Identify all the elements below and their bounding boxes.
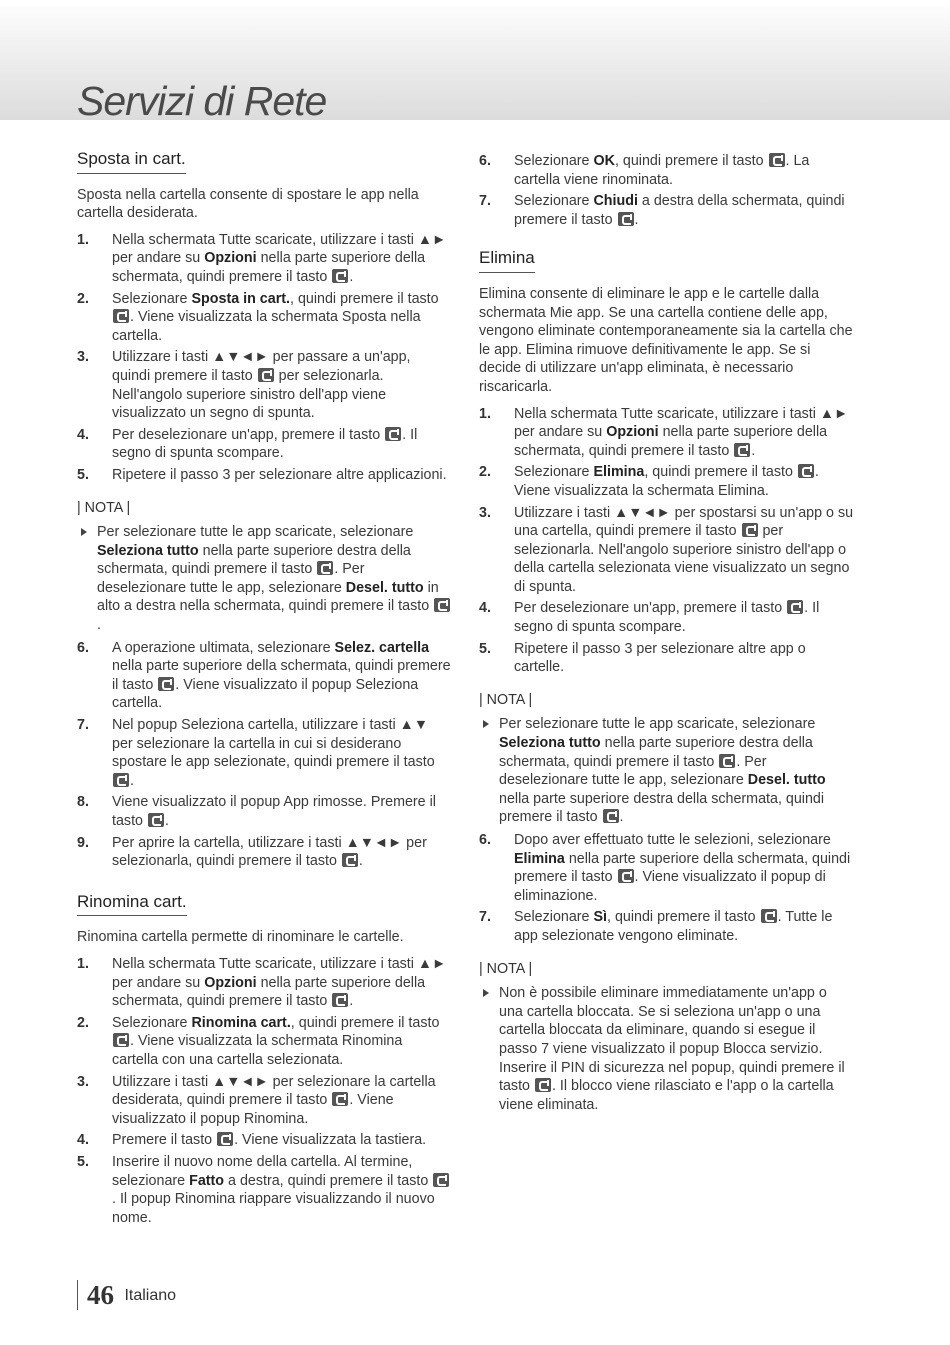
right-column [479,152,854,1128]
section-title-elimina: Elimina [479,249,535,273]
section-intro: Sposta nella cartella consente di spostare le app nella cartella desiderata. [77,186,419,222]
enter-key-icon [258,368,274,382]
enter-key-icon [433,1173,449,1187]
section-rinomina [77,893,452,1228]
steps-list [77,231,452,485]
language-label: Italiano [124,1286,177,1304]
list-item: 7. Nel popup Seleziona cartella, utilizzare i tasti ▲▼ per selezionare la cartella in cui si desiderano spostare le app selezionate, quindi premere il tasto . [77,717,435,789]
list-item: 8. Viene visualizzato il popup App rimosse. Premere il tasto . [77,794,436,829]
list-item: 1. Nella schermata Tutte scaricate, utilizzare i tasti ▲► per andare su Opzioni nella parte superiore della schermata, quindi premere il tasto . [77,231,447,285]
list-item: 9. Per aprire la cartella, utilizzare i tasti ▲▼◄► per selezionarla, quindi premere il tasto . [77,834,427,870]
triangle-bullet-icon [483,720,489,728]
enter-key-icon [787,600,803,614]
list-item: 6. A operazione ultimata, selezionare Selez. cartella nella parte superiore della schermata, quindi premere il tasto . Viene visualizzato il popup Seleziona cartella. [77,639,451,712]
section-intro: Elimina consente di eliminare le app e le cartelle dalla schermata Mie app. Se una cartella contiene delle app, vengono eliminate contemporaneamente sia la cartella che le app. Elimina rimuove definitivamente le app. Se si decide di utilizzare un'app eliminata, è necessario riscaricarla. [479,285,853,395]
list-item: 6. Selezionare OK, quindi premere il tasto . La cartella viene rinominata. [479,153,810,188]
enter-key-icon [148,813,164,827]
nota-label: | NOTA | [77,499,131,516]
enter-key-icon [113,773,129,787]
page-title: Servizi di Rete [77,78,327,124]
enter-key-icon [719,754,735,768]
enter-key-icon [769,153,785,167]
note-item: Per selezionare tutte le app scaricate, selezionare Seleziona tutto nella parte superiore destra della schermata, quindi premere il tasto . Per deselezionare tutte le app, selezionare Desel. tutto nella parte superiore destra della schermata, quindi premere il tasto . [479,715,854,827]
enter-key-icon [158,677,174,691]
enter-key-icon [217,1132,233,1146]
list-item: 5. Ripetere il passo 3 per selezionare altre applicazioni. [77,466,447,483]
triangle-bullet-icon [483,989,489,997]
page-number: 46 [87,1280,114,1310]
enter-key-icon [618,212,634,226]
enter-key-icon [742,523,758,537]
steps-list [479,831,854,946]
list-item: 2. Selezionare Elimina, quindi premere il tasto . Viene visualizzata la schermata Elimina. [479,464,819,499]
enter-key-icon [317,561,333,575]
list-item: 4. Per deselezionare un'app, premere il tasto . Il segno di spunta scompare. [77,426,418,462]
list-item: 6. Dopo aver effettuato tutte le selezioni, selezionare Elimina nella parte superiore della schermata, quindi premere il tasto . Viene visualizzato il popup di eliminazione. [479,832,851,904]
enter-key-icon [113,309,129,323]
steps-list [77,639,452,871]
nota-label: | NOTA | [479,691,533,708]
enter-key-icon [434,598,450,612]
list-item: 3. Utilizzare i tasti ▲▼◄► per selezionare la cartella desiderata, quindi premere il tasto . Viene visualizzato il popup Rinomina. [77,1073,436,1127]
enter-key-icon [113,1033,129,1047]
enter-key-icon [603,809,619,823]
note-item: Per selezionare tutte le app scaricate, selezionare Seleziona tutto nella parte superiore destra della schermata, quindi premere il tasto . Per deselezionare tutte le app, selezionare Desel. tutto in alto a destra nella schermata, quindi premere il tasto . [77,523,452,635]
enter-key-icon [385,427,401,441]
enter-key-icon [332,1092,348,1106]
enter-key-icon [618,869,634,883]
section-title-sposta: Sposta in cart. [77,150,186,174]
section-elimina [479,249,854,1114]
enter-key-icon [332,993,348,1007]
list-item: 2. Selezionare Rinomina cart., quindi premere il tasto . Viene visualizzata la schermata Rinomina cartella con una cartella selezionata. [77,1014,440,1068]
section-intro: Rinomina cartella permette di rinominare le cartelle. [77,929,404,946]
section-sposta [77,150,452,871]
nota-label: | NOTA | [479,960,533,977]
list-item: 1. Nella schermata Tutte scaricate, utilizzare i tasti ▲► per andare su Opzioni nella parte superiore della schermata, quindi premere il tasto . [77,955,447,1010]
enter-key-icon [332,269,348,283]
steps-list [479,152,854,229]
section-title-rinomina: Rinomina cart. [77,893,187,917]
list-item: 2. Selezionare Sposta in cart., quindi premere il tasto . Viene visualizzata la schermata Sposta nella cartella. [77,290,439,344]
left-column [77,150,452,1241]
note-item: Non è possibile eliminare immediatamente un'app o una cartella bloccata. Se si seleziona un'app o una cartella bloccata da eliminare, quando si esegue il passo 7 viene visualizzato il popup Blocca servizio. Inserire il PIN di sicurezza nel popup, quindi premere il tasto . Il blocco viene rilasciato e l'app o la cartella viene eliminata. [479,984,854,1114]
steps-list [479,405,854,677]
steps-list [77,955,452,1227]
enter-key-icon [734,443,750,457]
list-item: 5. Inserire il nuovo nome della cartella. Al termine, selezionare Fatto a destra, quindi premere il tasto . Il popup Rinomina riappare visualizzando il nuovo nome. [77,1153,452,1227]
list-item: 7. Selezionare Chiudi a destra della schermata, quindi premere il tasto . [479,193,845,228]
page-footer [77,1280,176,1310]
enter-key-icon [535,1078,551,1092]
list-item: 3. Utilizzare i tasti ▲▼◄► per spostarsi su un'app o su una cartella, quindi premere il tasto per selezionarla. Nell'angolo superiore sinistro dell'app o della cartella selezionata viene visualizzato un segno di spunta. [479,504,854,595]
list-item: 1. Nella schermata Tutte scaricate, utilizzare i tasti ▲► per andare su Opzioni nella parte superiore della schermata, quindi premere il tasto . [479,405,849,459]
triangle-bullet-icon [81,528,87,536]
list-item: 3. Utilizzare i tasti ▲▼◄► per passare a un'app, quindi premere il tasto per selezionarla. Nell'angolo superiore sinistro dell'app viene visualizzato un segno di spunta. [77,349,411,422]
list-item: 4. Per deselezionare un'app, premere il tasto . Il segno di spunta scompare. [479,600,820,636]
enter-key-icon [798,464,814,478]
list-item: 4. Premere il tasto . Viene visualizzata la tastiera. [77,1132,427,1149]
list-item: 7. Selezionare Sì, quindi premere il tasto . Tutte le app selezionate vengono eliminate. [479,909,833,944]
enter-key-icon [761,909,777,923]
enter-key-icon [342,853,358,867]
list-item: 5. Ripetere il passo 3 per selezionare altre app o cartelle. [479,640,806,676]
